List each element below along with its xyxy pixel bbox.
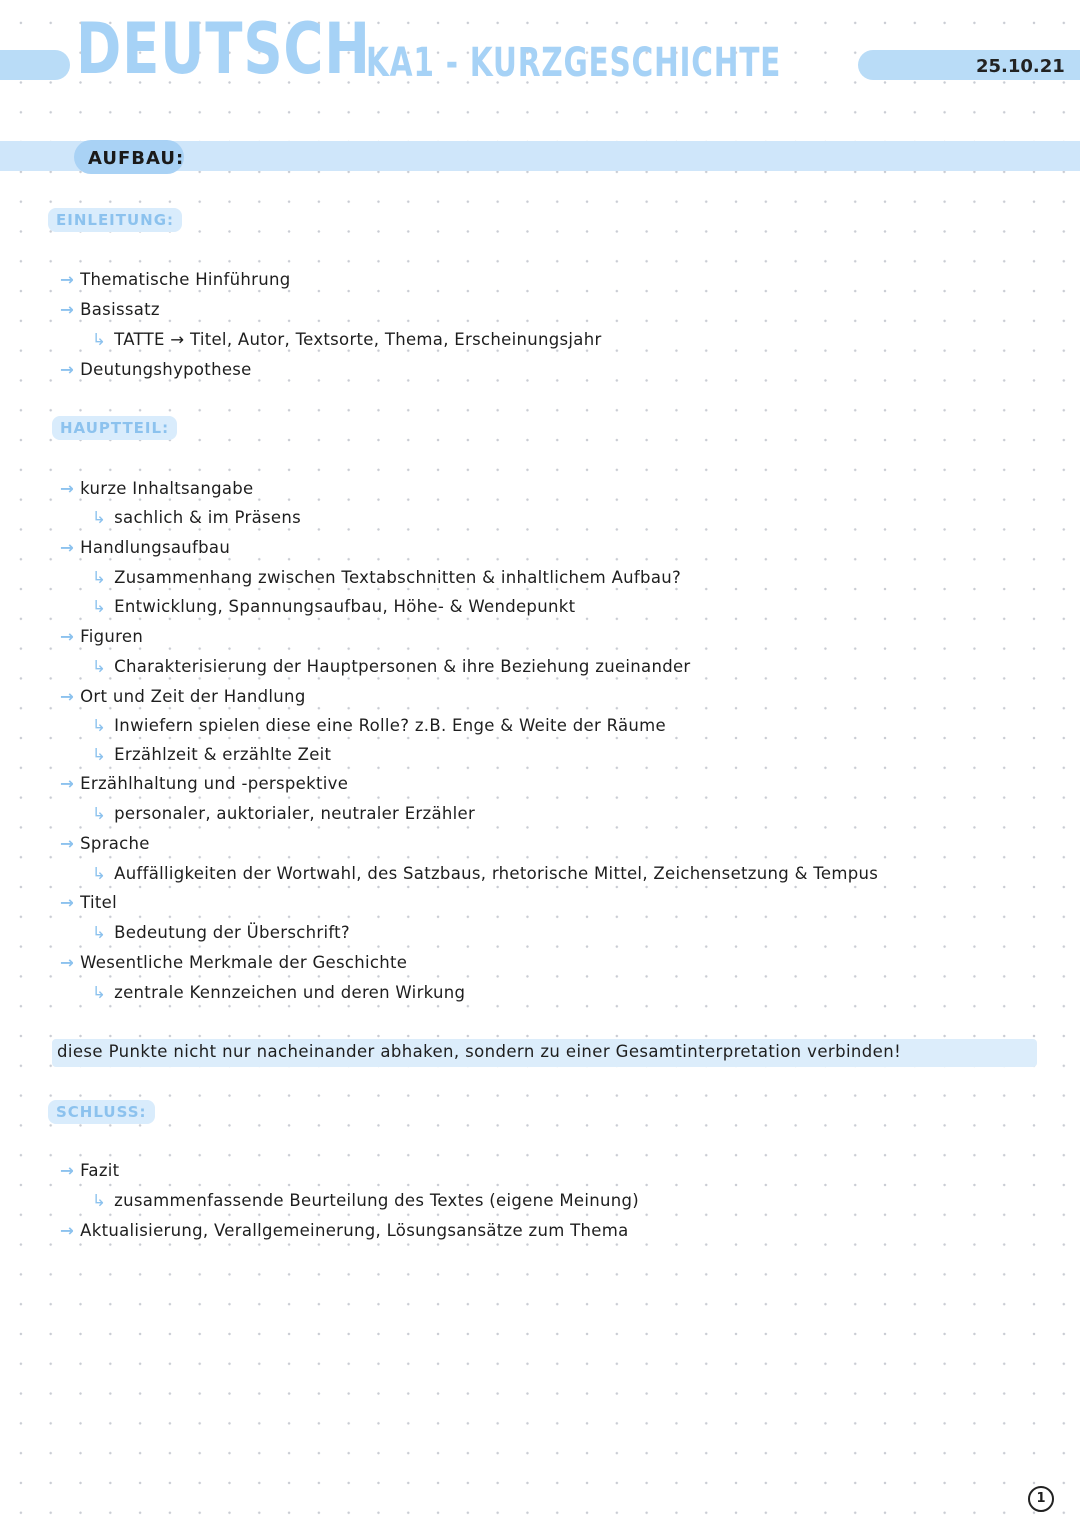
return-arrow-icon: ↳ [92,716,107,735]
arrow-right-icon: → [60,538,75,557]
sub-list-item: ↳ sachlich & im Präsens [92,508,301,527]
arrow-right-icon: → [60,1161,75,1180]
list-item: → Handlungsaufbau [60,538,231,557]
return-arrow-icon: ↳ [92,508,107,527]
arrow-right-icon: → [60,774,75,793]
list-item: → Fazit [60,1161,120,1180]
aufbau-heading: AUFBAU: [88,148,185,169]
sub-list-item: ↳ personaler, auktorialer, neutraler Erzähler [92,804,476,823]
list-item: → Basissatz [60,300,160,319]
sub-list-item: ↳ Entwicklung, Spannungsaufbau, Höhe- & Wendepunkt [92,597,576,616]
sub-list-item: ↳ Auffälligkeiten der Wortwahl, des Satzbaus, rhetorische Mittel, Zeichensetzung & Tempus [92,864,879,883]
return-arrow-icon: ↳ [92,1191,107,1210]
page-subtitle: KA1 - KURZGESCHICHTE [366,40,782,86]
arrow-right-icon: → [60,479,75,498]
return-arrow-icon: ↳ [92,597,107,616]
return-arrow-icon: ↳ [92,923,107,942]
arrow-right-icon: → [60,360,75,379]
arrow-right-icon: → [60,834,75,853]
return-arrow-icon: ↳ [92,804,107,823]
arrow-right-icon: → [60,687,75,706]
list-item: → Wesentliche Merkmale der Geschichte [60,953,408,972]
sub-list-item: ↳ Inwiefern spielen diese eine Rolle? z.B. Enge & Weite der Räume [92,716,667,735]
return-arrow-icon: ↳ [92,330,107,349]
section-label-schluss: SCHLUSS: [48,1100,155,1124]
list-item: → Sprache [60,834,150,853]
arrow-right-icon: → [60,270,75,289]
sub-list-item: ↳ zentrale Kennzeichen und deren Wirkung [92,983,466,1002]
page-number: 1 [1028,1486,1054,1512]
sub-list-item: ↳ Erzählzeit & erzählte Zeit [92,745,332,764]
return-arrow-icon: ↳ [92,864,107,883]
list-item: → Titel [60,893,118,912]
arrow-right-icon: → [60,953,75,972]
section-label-hauptteil: HAUPTTEIL: [52,416,177,440]
page-title: DEUTSCH [76,8,371,90]
return-arrow-icon: ↳ [92,745,107,764]
list-item: → Aktualisierung, Verallgemeinerung, Lösungsansätze zum Thema [60,1221,629,1240]
highlight-note: diese Punkte nicht nur nacheinander abhaken, sondern zu einer Gesamtinterpretation verbinden! [57,1042,902,1061]
sub-list-item: ↳ zusammenfassende Beurteilung des Textes (eigene Meinung) [92,1191,639,1210]
list-item: → Thematische Hinführung [60,270,291,289]
arrow-right-icon: → [60,1221,75,1240]
header-band-left [0,50,70,80]
list-item: → Deutungshypothese [60,360,252,379]
sub-list-item: ↳ TATTE → Titel, Autor, Textsorte, Thema, Erscheinungsjahr [92,330,602,349]
return-arrow-icon: ↳ [92,983,107,1002]
sub-list-item: ↳ Zusammenhang zwischen Textabschnitten & inhaltlichem Aufbau? [92,568,682,587]
return-arrow-icon: ↳ [92,568,107,587]
arrow-right-icon: → [60,893,75,912]
list-item: → Figuren [60,627,144,646]
arrow-right-icon: → [60,300,75,319]
return-arrow-icon: ↳ [92,657,107,676]
list-item: → Erzählhaltung und -perspektive [60,774,349,793]
list-item: → kurze Inhaltsangabe [60,479,254,498]
arrow-right-icon: → [60,627,75,646]
date: 25.10.21 [976,56,1065,77]
list-item: → Ort und Zeit der Handlung [60,687,306,706]
sub-list-item: ↳ Bedeutung der Überschrift? [92,923,350,942]
section-label-einleitung: EINLEITUNG: [48,208,182,232]
sub-list-item: ↳ Charakterisierung der Hauptpersonen & ihre Beziehung zueinander [92,657,691,676]
